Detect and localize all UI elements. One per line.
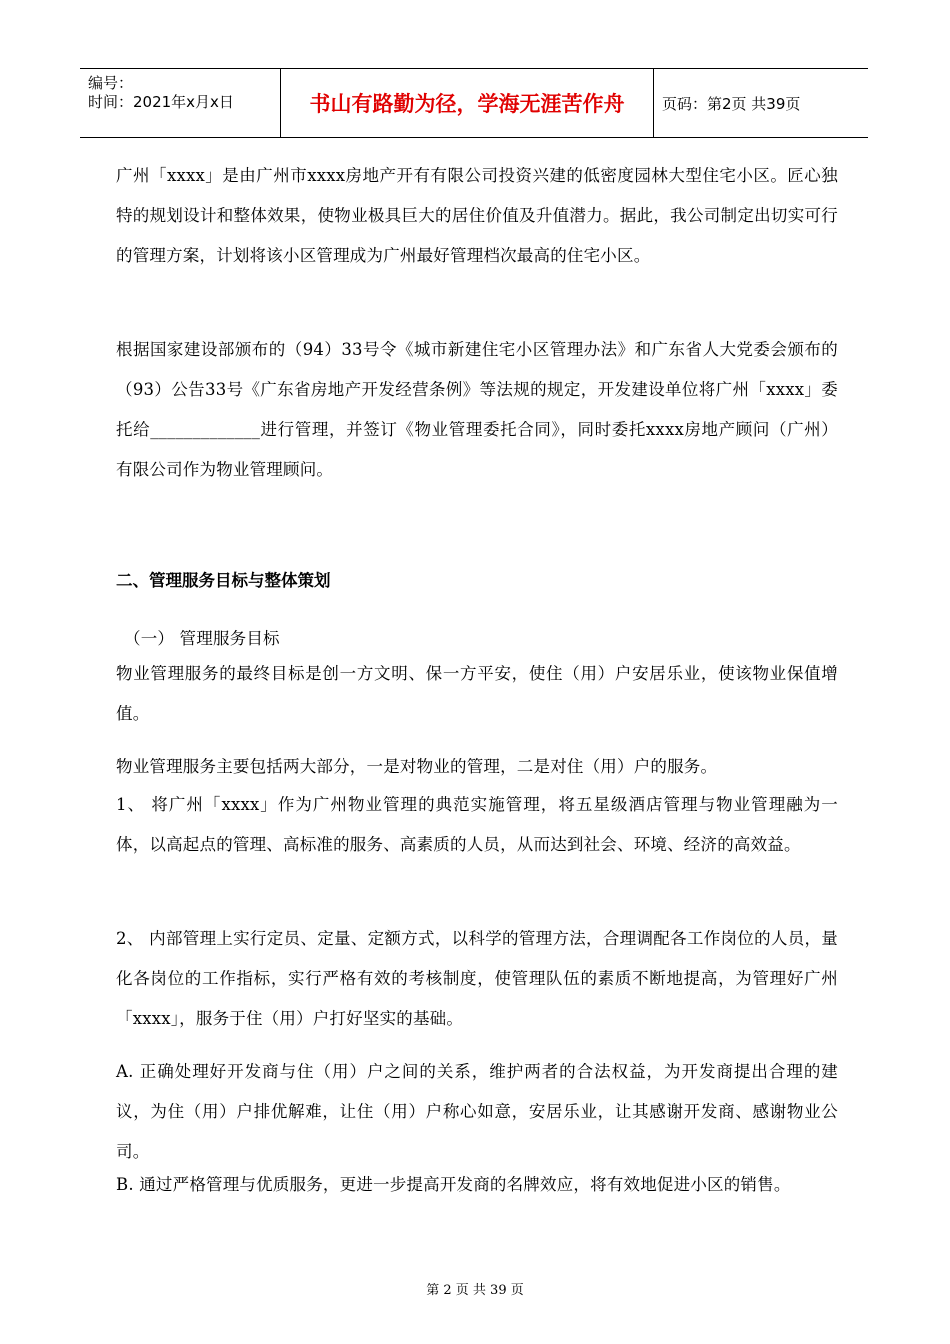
document-date-label: 时间：2021年x月x日	[88, 93, 234, 111]
list-item-2: 2、 内部管理上实行定员、定量、定额方式，以科学的管理方法，合理调配各工作岗位的人员，量化各岗位的工作指标，实行严格有效的考核制度，使管理队伍的素质不断地提高，为管理好广州「xxxx」，服务于住（用）户打好坚实的基础。	[116, 929, 838, 1028]
header-page-info: 页码：第2页 共39页	[662, 94, 801, 113]
section-heading: 二、管理服务目标与整体策划	[116, 571, 331, 590]
header-motto: 书山有路勤为径，学海无涯苦作舟	[281, 69, 654, 137]
header-meta-cell	[80, 69, 281, 137]
page-header	[80, 68, 868, 138]
paragraph-basis: 根据国家建设部颁布的（94）33号令《城市新建住宅小区管理办法》和广东省人大党委会颁布的（93）公告33号《广东省房地产开发经营条例》等法规的规定，开发建设单位将广州「xxxx」委托给_____________进行管理，并签订《物业管理委托合同》，同时委托xxxx房地产顾问（广州）有限公司作为物业管理顾问。	[116, 340, 838, 479]
list-item-1: 1、 将广州「xxxx」作为广州物业管理的典范实施管理，将五星级酒店管理与物业管理融为一体，以高起点的管理、高标准的服务、高素质的人员，从而达到社会、环境、经济的高效益。	[116, 795, 838, 854]
subsection-heading: （一） 管理服务目标	[124, 629, 280, 648]
paragraph-two-parts: 物业管理服务主要包括两大部分，一是对物业的管理，二是对住（用）户的服务。	[116, 757, 718, 776]
paragraph-goal: 物业管理服务的最终目标是创一方文明、保一方平安，使住（用）户安居乐业，使该物业保值增值。	[116, 664, 838, 723]
list-item-b: B. 通过严格管理与优质服务，更进一步提高开发商的名牌效应，将有效地促进小区的销售。	[116, 1175, 791, 1194]
document-number-label: 编号：	[88, 74, 134, 92]
paragraph-intro: 广州「xxxx」是由广州市xxxx房地产开有有限公司投资兴建的低密度园林大型住宅小区。匠心独特的规划设计和整体效果，使物业极具巨大的居住价值及升值潜力。据此，我公司制定出切实可行的管理方案，计划将该小区管理成为广州最好管理档次最高的住宅小区。	[116, 166, 838, 265]
page-footer: 第 2 页 共 39 页	[426, 1283, 524, 1298]
list-item-a: A. 正确处理好开发商与住（用）户之间的关系，维护两者的合法权益，为开发商提出合理的建议，为住（用）户排优解难，让住（用）户称心如意，安居乐业，让其感谢开发商、感谢物业公司。	[116, 1062, 838, 1161]
